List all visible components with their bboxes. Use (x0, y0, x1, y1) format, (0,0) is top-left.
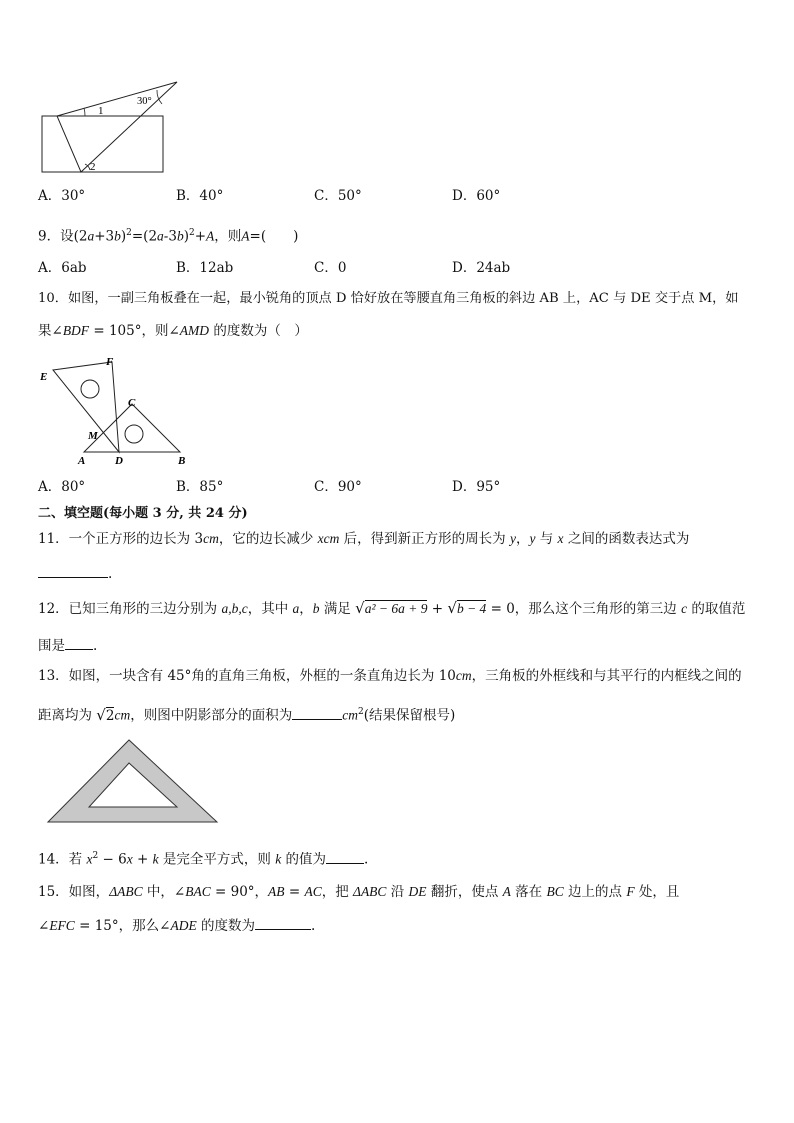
q10-label-D: D (115, 455, 123, 467)
q10-label-M: M (88, 430, 98, 442)
q11-question: 11．一个正方形的边长为 3cm，它的边长减少 xcm 后，得到新正方形的周长为 y，y 与 x 之间的函数表达式为 (38, 531, 690, 547)
q9-option-b: B．12ab (176, 260, 234, 276)
q9-option-d: D．24ab (452, 260, 511, 276)
q14-question: 14．若 $x^2 - 6x + k$ 是完全平方式，则 k 的值为 . (38, 847, 368, 869)
q8-option-a: A．30° (38, 188, 86, 204)
q10-line2: 果∠BDF = 105°，则∠AMD 的度数为（ ） (38, 323, 308, 339)
q8-option-c: C．50° (314, 188, 362, 204)
q12-question: 12．已知三角形的三边分别为 a,b,c，其中 a，b 满足 √a² − 6a + 9 + √b − 4 = 0，那么这个三角形的第三边 c 的取值范 (38, 599, 746, 617)
q9-option-c: C．0 (314, 260, 347, 276)
q10-label-F: F (106, 356, 114, 368)
q15-line2: ∠EFC = 15°，那么∠ADE 的度数为 . (38, 915, 315, 935)
q8-angle1-arc (84, 108, 85, 116)
sqrt-1: √a² − 6a + 9 (355, 599, 428, 617)
sqrt-2: √b − 4 (447, 599, 487, 617)
q13-shaded-frame (48, 740, 217, 822)
q10-label-E: E (40, 371, 48, 383)
q8-option-d: D．60° (452, 188, 501, 204)
q12-line2: 围是 . (38, 635, 97, 655)
q10-triangle-def (53, 362, 119, 452)
q13-line1: 13．如图，一块含有 45°角的直角三角板，外框的一条直角边长为 10cm，三角板的外框线和与其平行的内框线之间的 (38, 668, 742, 684)
q12-blank[interactable] (65, 635, 93, 650)
q10-circle-1 (81, 380, 99, 398)
q10-label-A: A (78, 455, 86, 467)
q10-option-b: B．85° (176, 479, 224, 495)
q8-figure (38, 80, 188, 176)
q8-option-b: B．40° (176, 188, 224, 204)
q15-blank[interactable] (255, 915, 311, 930)
q10-label-B: B (178, 455, 186, 467)
q10-option-a: A．80° (38, 479, 86, 495)
sqrt-3: √2 (96, 705, 115, 724)
q10-triangle-abc (84, 404, 180, 452)
q10-figure (36, 352, 196, 468)
q8-label-1: 1 (98, 105, 104, 117)
q10-option-c: C．90° (314, 479, 362, 495)
q11-blank[interactable] (38, 563, 108, 578)
q10-line1: 10．如图，一副三角板叠在一起，最小锐角的顶点 D 恰好放在等腰直角三角板的斜边 AB 上，AC 与 DE 交于点 M，如 (38, 291, 739, 306)
q13-line2: 距离均为 √2cm，则图中阴影部分的面积为 $cm^2$(结果保留根号) (38, 705, 456, 724)
q10-circle-2 (125, 425, 143, 443)
q10-option-d: D．95° (452, 479, 501, 495)
q9-option-a: A．6ab (38, 260, 87, 276)
q13-figure (44, 738, 220, 828)
q8-label-2: 2 (90, 161, 96, 173)
q14-blank[interactable] (326, 849, 364, 864)
q8-triangle (57, 82, 177, 172)
q11-answer-line: . (38, 563, 112, 583)
q10-label-C: C (128, 397, 136, 409)
q13-blank[interactable] (292, 705, 342, 720)
section-title: 二、填空题(每小题 3 分, 共 24 分) (38, 506, 248, 521)
q15-line1: 15．如图，ΔABC 中，∠BAC = 90°，AB = AC，把 ΔABC 沿 DE 翻折，使点 A 落在 BC 边上的点 F 处，且 (38, 884, 680, 900)
q8-label-30: 30° (137, 96, 152, 107)
q9-question: 9．设$(2a+3b)^2=(2a-3b)^2+A$，则A=( ) (38, 228, 299, 245)
